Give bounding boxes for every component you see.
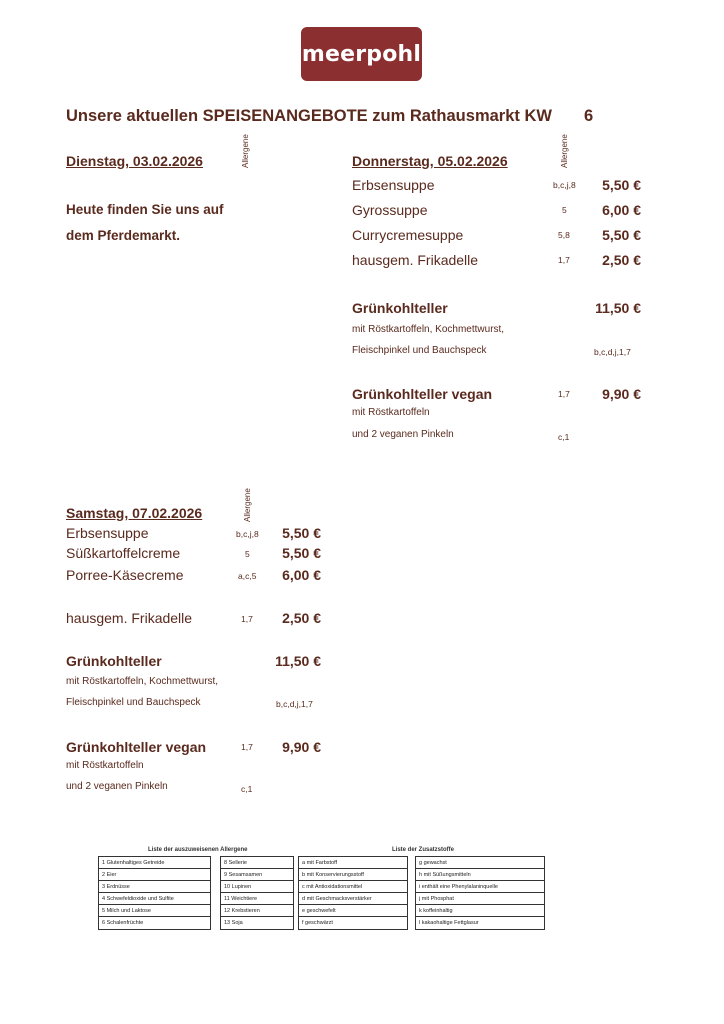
legend-row: h mit Süßungsmitteln: [416, 869, 544, 881]
menu-item-name: Erbsensuppe: [66, 525, 149, 541]
thursday-date-heading: Donnerstag, 05.02.2026: [352, 153, 508, 169]
legend-row: 6 Schalenfrüchte: [102, 920, 144, 926]
vegan-teller-price: 9,90 €: [282, 739, 321, 755]
vegan-teller-description: mit Röstkartoffeln: [66, 760, 144, 771]
vegan-teller-description: mit Röstkartoffeln: [352, 407, 430, 418]
teller-description: mit Röstkartoffeln, Kochmettwurst,: [352, 324, 505, 335]
legend-row: 2 Eier: [99, 869, 210, 881]
menu-item-name: hausgem. Frikadelle: [352, 252, 479, 268]
legend-row: 11 Weichtiere: [221, 893, 293, 905]
legend-row: 13 Soja: [224, 920, 243, 926]
teller-allergens: b,c,d,j,1,7: [276, 699, 313, 709]
teller-description: Fleischpinkel und Bauchspeck: [352, 345, 487, 356]
menu-item-allergens: 5: [562, 205, 567, 215]
menu-item-price: 5,50 €: [602, 227, 641, 243]
legend-row: g gewachst: [416, 857, 544, 869]
vegan-teller-allergens: c,1: [558, 432, 570, 442]
legend-row: k koffeinhaltig: [416, 905, 544, 917]
vegan-teller-description: und 2 veganen Pinkeln: [352, 429, 454, 440]
menu-item-price: 6,00 €: [602, 202, 641, 218]
vegan-teller-price: 9,90 €: [602, 386, 641, 402]
vegan-teller-allergens: 1,7: [241, 742, 253, 752]
tuesday-notice-line1: Heute finden Sie uns auf: [66, 202, 224, 217]
saturday-date-heading: Samstag, 07.02.2026: [66, 505, 203, 521]
menu-item-allergens: 1,7: [241, 614, 253, 624]
allergen-legend-title: Liste der auszuweisenen Allergene: [148, 847, 248, 853]
menu-item-price: 2,50 €: [602, 252, 641, 268]
vegan-teller-allergens: 1,7: [558, 389, 570, 399]
legend-row: a mit Farbstoff: [299, 857, 407, 869]
legend-row: 5 Milch und Laktose: [99, 905, 210, 917]
teller-name: Grünkohlteller: [352, 300, 448, 316]
menu-item-name: Süßkartoffelcreme: [66, 545, 181, 561]
legend-row: 3 Erdnüsse: [99, 881, 210, 893]
menu-item-price: 5,50 €: [282, 545, 321, 561]
teller-name: Grünkohlteller: [66, 653, 162, 669]
teller-allergens: b,c,d,j,1,7: [594, 347, 631, 357]
menu-item-price: 2,50 €: [282, 610, 321, 626]
page-title: Unsere aktuellen SPEISENANGEBOTE zum Rathausmarkt KW: [66, 107, 552, 125]
tuesday-date-heading: Dienstag, 03.02.2026: [66, 153, 203, 169]
menu-item-name: Erbsensuppe: [352, 177, 435, 193]
legend-row: 10 Lupinen: [221, 881, 293, 893]
calendar-week-number: 6: [584, 107, 594, 125]
tuesday-notice-line2: dem Pferdemarkt.: [66, 228, 181, 243]
allergen-legend-table-col2: [220, 856, 294, 930]
allergene-column-label: Allergene: [560, 134, 569, 168]
vegan-teller-description: und 2 veganen Pinkeln: [66, 781, 168, 792]
legend-row: l kakaohaltige Fettglasur: [419, 920, 479, 926]
allergene-column-label: Allergene: [241, 134, 250, 168]
legend-row: c mit Antioxidationsmittel: [299, 881, 407, 893]
menu-item-price: 5,50 €: [602, 177, 641, 193]
legend-row: j mit Phosphat: [416, 893, 544, 905]
menu-item-name: Gyrossuppe: [352, 202, 428, 218]
legend-row: f geschwärzt: [302, 920, 333, 926]
legend-row: 12 Krebstieren: [221, 905, 293, 917]
teller-price: 11,50 €: [275, 653, 321, 669]
legend-row: b mit Konservierungsstoff: [299, 869, 407, 881]
additive-legend-title: Liste der Zusatzstoffe: [392, 847, 455, 853]
menu-item-allergens: 5,8: [558, 230, 570, 240]
allergen-legend-table-col1: [98, 856, 211, 930]
menu-item-name: Currycremesuppe: [352, 227, 464, 243]
teller-price: 11,50 €: [595, 300, 641, 316]
vegan-teller-name: Grünkohlteller vegan: [352, 386, 493, 402]
menu-item-allergens: a,c,5: [238, 571, 257, 581]
legend-row: e geschwefelt: [299, 905, 407, 917]
menu-item-name: Porree-Käsecreme: [66, 567, 184, 583]
menu-item-allergens: 5: [245, 549, 250, 559]
additive-legend-table-col1: [298, 856, 408, 930]
vegan-teller-allergens: c,1: [241, 784, 253, 794]
brand-logo: meerpohl: [301, 27, 422, 81]
menu-item-allergens: b,c,j,8: [236, 529, 259, 539]
allergene-column-label: Allergene: [243, 488, 252, 522]
teller-description: mit Röstkartoffeln, Kochmettwurst,: [66, 676, 219, 687]
legend-row: d mit Geschmacksverstärker: [299, 893, 407, 905]
legend-row: 9 Sesamsamen: [221, 869, 293, 881]
legend-row: i enthält eine Phenylalaninquelle: [416, 881, 544, 893]
additive-legend-table-col2: [415, 856, 545, 930]
menu-item-price: 6,00 €: [282, 567, 321, 583]
legend-row: 8 Sellerie: [221, 857, 293, 869]
menu-item-allergens: b,c,j,8: [553, 180, 576, 190]
legend-row: 1 Glutenhaltiges Getreide: [99, 857, 210, 869]
menu-item-name: hausgem. Frikadelle: [66, 610, 193, 626]
vegan-teller-name: Grünkohlteller vegan: [66, 739, 207, 755]
legend-row: 4 Schwefeldioxide und Sulfite: [99, 893, 210, 905]
menu-item-allergens: 1,7: [558, 255, 570, 265]
menu-item-price: 5,50 €: [282, 525, 321, 541]
teller-description: Fleischpinkel und Bauchspeck: [66, 697, 201, 708]
